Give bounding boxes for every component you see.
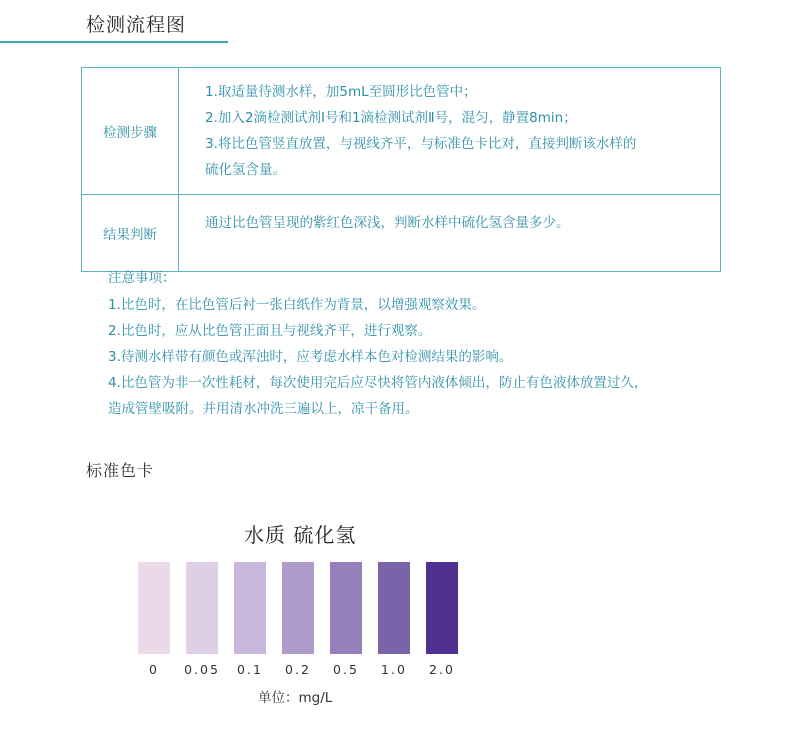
swatch-value-label: 0 [149, 662, 159, 677]
note-item: 3.待测水样带有颜色或浑浊时，应考虑水样本色对检测结果的影响。 [108, 349, 513, 365]
swatch-value-label: 0.1 [237, 662, 263, 677]
note-item: 1.比色时，在比色管后衬一张白纸作为背景，以增强观察效果。 [108, 297, 486, 313]
swatch-value-label: 0.5 [333, 662, 359, 677]
result-label: 结果判断 [82, 195, 179, 272]
color-card-title: 水质 硫化氢 [244, 523, 357, 547]
unit-label: 单位：mg/L [258, 690, 333, 706]
color-swatch [186, 562, 218, 654]
step-line: 2.加入2滴检测试剂Ⅰ号和1滴检测试剂Ⅱ号，混匀，静置8min； [205, 110, 577, 126]
title-underline [0, 41, 228, 43]
note-item: 2.比色时，应从比色管正面且与视线齐平，进行观察。 [108, 323, 432, 339]
steps-label: 检测步骤 [82, 68, 179, 195]
procedure-table [81, 67, 721, 272]
step-line: 硫化氢含量。 [205, 162, 286, 178]
result-text: 通过比色管呈现的紫红色深浅，判断水样中硫化氢含量多少。 [179, 195, 721, 272]
steps-content [179, 68, 721, 195]
color-card-label: 标准色卡 [86, 461, 155, 480]
section-title: 检测流程图 [86, 14, 187, 36]
notes-list [108, 292, 728, 422]
color-swatch [426, 562, 458, 654]
table-row-steps [82, 68, 721, 195]
notes-heading: 注意事项： [108, 270, 176, 286]
swatch-value-label: 2.0 [429, 662, 455, 677]
color-swatch [378, 562, 410, 654]
swatch-value-label: 1.0 [381, 662, 407, 677]
color-swatch [138, 562, 170, 654]
swatch-value-label: 0.2 [285, 662, 311, 677]
note-item: 造成管壁吸附。并用清水冲洗三遍以上，凉干备用。 [108, 401, 419, 417]
step-line: 1.取适量待测水样，加5mL至圆形比色管中； [205, 84, 477, 100]
note-item: 4.比色管为非一次性耗材，每次使用完后应尽快将管内液体倾出，防止有色液体放置过久， [108, 375, 648, 391]
color-swatch [282, 562, 314, 654]
color-swatch [234, 562, 266, 654]
color-swatch [330, 562, 362, 654]
table-row-result [82, 195, 721, 272]
step-line: 3.将比色管竖直放置，与视线齐平，与标准色卡比对，直接判断该水样的 [205, 136, 637, 152]
swatch-value-label: 0.05 [184, 662, 220, 677]
